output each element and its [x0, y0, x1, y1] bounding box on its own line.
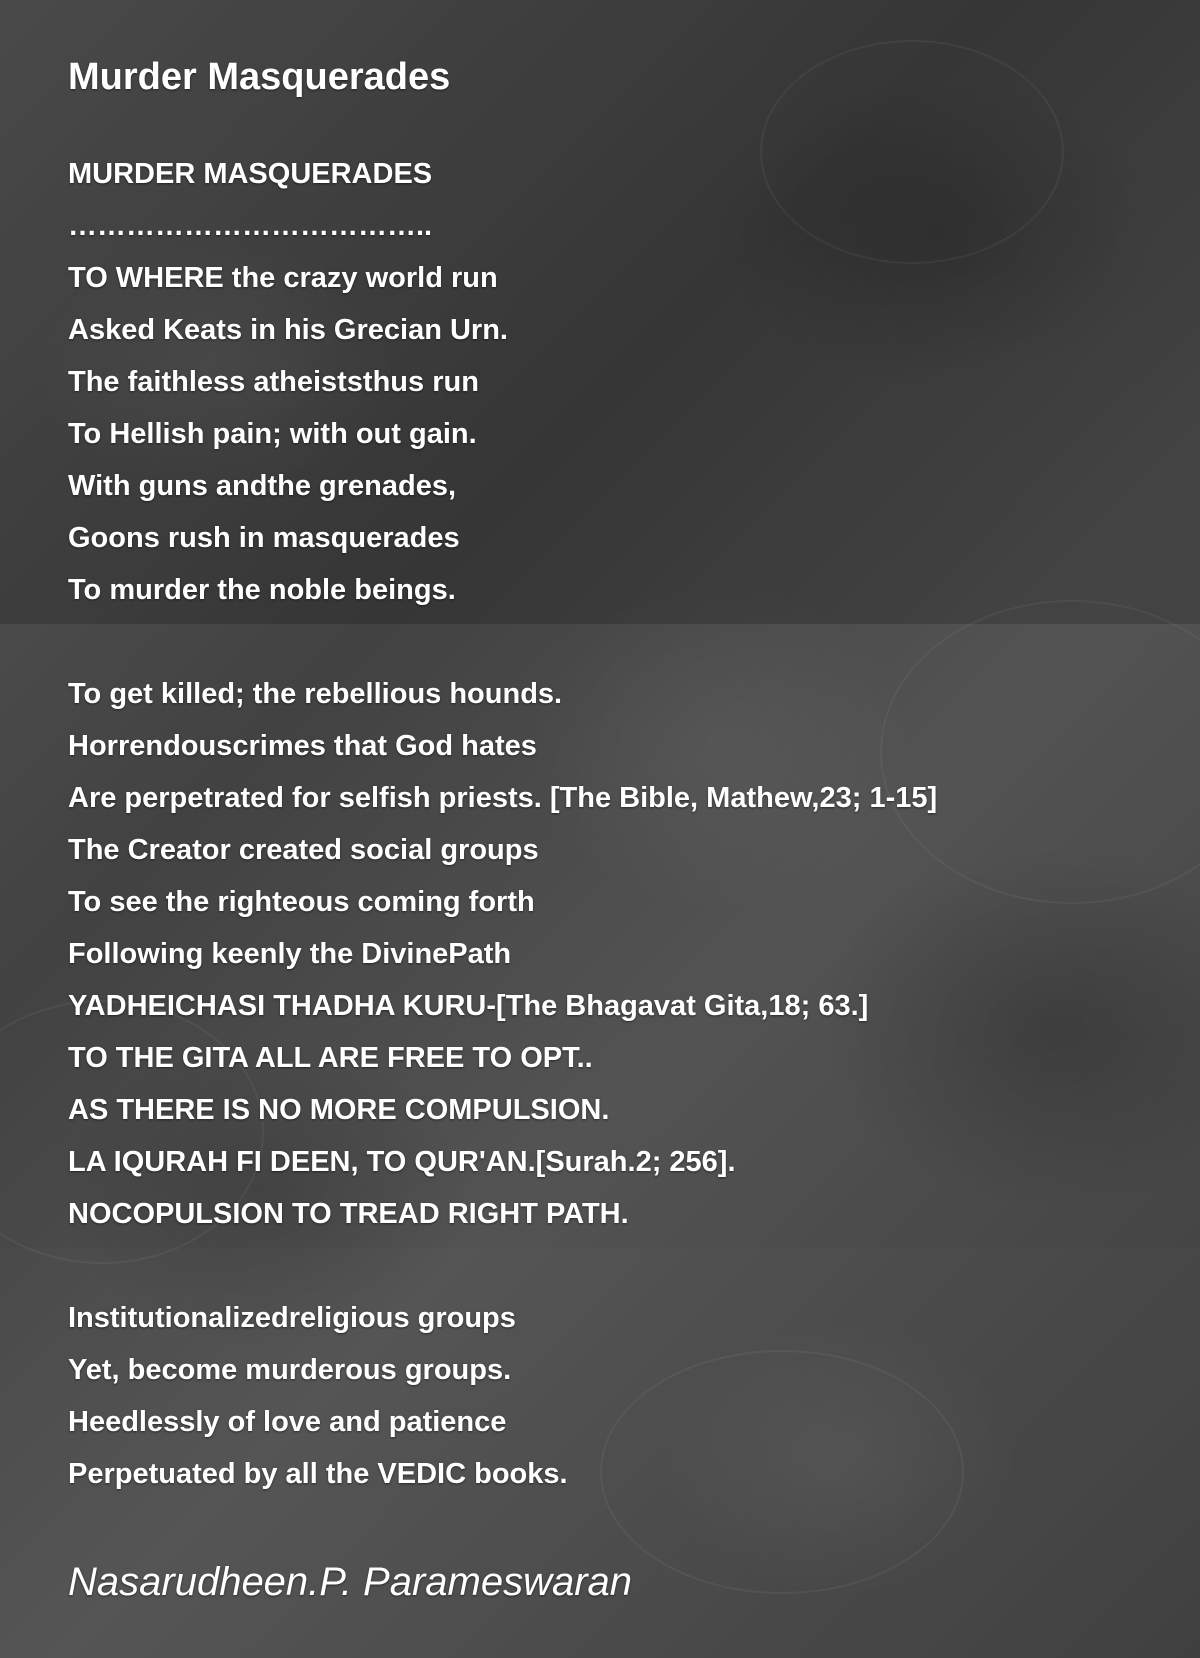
poem-line: To get killed; the rebellious hounds.	[68, 678, 563, 710]
poem-line: The faithless atheiststhus run	[68, 366, 479, 398]
poem-content	[68, 52, 1148, 1500]
poem-line: To see the righteous coming forth	[68, 886, 535, 918]
poem-line: Institutionalizedreligious groups	[68, 1302, 516, 1334]
poem-line: ………………………………..	[68, 210, 433, 242]
poem-line: To Hellish pain; with out gain.	[68, 418, 477, 450]
poem-line: MURDER MASQUERADES	[68, 158, 433, 190]
poem-line: TO THE GITA ALL ARE FREE TO OPT..	[68, 1042, 593, 1074]
poem-line: YADHEICHASI THADHA KURU-[The Bhagavat Gita,18; 63.]	[68, 990, 869, 1022]
poem-author: Nasarudheen.P. Parameswaran	[68, 1560, 633, 1604]
poem-line: With guns andthe grenades,	[68, 470, 457, 502]
poem-line: Following keenly the DivinePath	[68, 938, 512, 970]
poem-title: Murder Masquerades	[68, 56, 451, 98]
poem-line: Are perpetrated for selfish priests. [The Bible, Mathew,23; 1-15]	[68, 782, 938, 814]
poem-line: Heedlessly of love and patience	[68, 1406, 507, 1438]
poem-line: The Creator created social groups	[68, 834, 539, 866]
poem-line: Goons rush in masquerades	[68, 522, 460, 554]
poem-line: NOCOPULSION TO TREAD RIGHT PATH.	[68, 1198, 629, 1230]
stanza-3	[68, 1292, 1148, 1500]
poem-line: Horrendouscrimes that God hates	[68, 730, 537, 762]
stanza-2	[68, 668, 1148, 1240]
poem-line: LA IQURAH FI DEEN, TO QUR'AN.[Surah.2; 256].	[68, 1146, 736, 1178]
poem-line: To murder the noble beings.	[68, 574, 456, 606]
poem-line: Perpetuated by all the VEDIC books.	[68, 1458, 568, 1490]
stanza-1	[68, 148, 1148, 616]
poem-line: TO WHERE the crazy world run	[68, 262, 498, 294]
poem-line: AS THERE IS NO MORE COMPULSION.	[68, 1094, 610, 1126]
poem-line: Yet, become murderous groups.	[68, 1354, 512, 1386]
poem-line: Asked Keats in his Grecian Urn.	[68, 314, 508, 346]
